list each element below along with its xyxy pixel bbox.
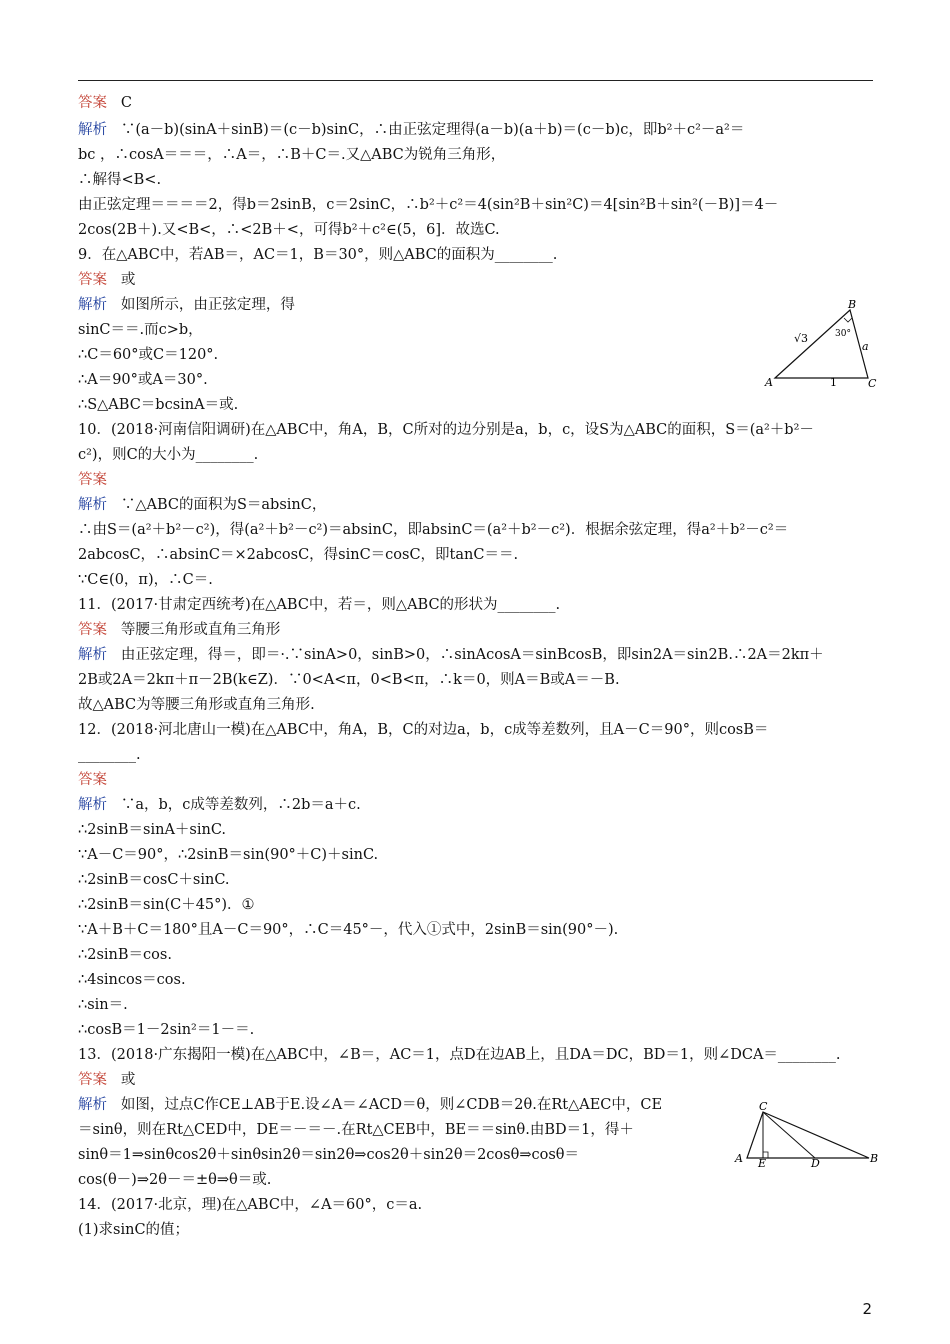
text-line xyxy=(78,1195,422,1215)
line-text: 故△ABC为等腰三角形或直角三角形. xyxy=(78,697,315,713)
text-line xyxy=(78,745,141,765)
text-line xyxy=(78,295,295,315)
text-line xyxy=(78,470,107,490)
line-text: 由正弦定理＝＝＝＝2，得b＝2sinB，c＝2sinC，∴b²＋c²＝4(sin²B＋sin²C)＝4[sin²B＋sin²(－B)]＝4－ xyxy=(78,197,779,213)
text-line xyxy=(78,870,230,890)
line-text: ∴2sinB＝cosC＋sinC. xyxy=(78,872,230,888)
text-line xyxy=(78,720,768,740)
line-text: ∵△ABC的面积为S＝absinC， xyxy=(107,497,327,513)
text-line xyxy=(78,970,186,990)
text-line xyxy=(78,445,258,465)
line-tag: 答案 xyxy=(78,772,107,788)
line-text: 12．(2018·河北唐山一模)在△ABC中，角A，B，C的对边a，b，c成等差数列，且A－C＝90°，则cosB＝ xyxy=(78,722,769,738)
line-text: ________. xyxy=(78,747,141,763)
fig2-label-B: B xyxy=(870,1152,879,1165)
text-line xyxy=(78,645,824,665)
text-line xyxy=(78,995,128,1015)
text-line xyxy=(78,270,135,290)
text-line xyxy=(78,145,505,165)
text-line xyxy=(78,670,620,690)
line-text: cos(θ－)⇒2θ－＝±θ⇒θ＝或. xyxy=(78,1172,272,1188)
triangle-figure-2 xyxy=(733,1100,881,1168)
text-line xyxy=(78,1145,579,1165)
line-text: ∴2sinB＝cos. xyxy=(78,947,172,963)
fig1-label-side-b: 1 xyxy=(830,376,837,389)
text-line xyxy=(78,395,238,415)
line-text: ∵C∈(0，π)，∴C＝. xyxy=(78,572,213,588)
fig1-label-B: B xyxy=(848,298,857,311)
text-line xyxy=(78,895,255,915)
text-line xyxy=(78,1070,135,1090)
line-text: 2B或2A＝2kπ＋π－2B(k∈Z)．∵0<A<π，0<B<π，∴k＝0，则A＝B或A＝－B. xyxy=(78,672,620,688)
text-line xyxy=(78,1220,189,1240)
line-text: c²)，则C的大小为________. xyxy=(78,447,259,463)
text-line xyxy=(78,1045,841,1065)
line-tag: 答案 xyxy=(78,622,107,638)
text-line xyxy=(78,195,778,215)
text-line xyxy=(78,1120,634,1140)
line-text: 14．(2017·北京，理)在△ABC中，∠A＝60°，c＝a. xyxy=(78,1197,423,1213)
text-line xyxy=(78,945,172,965)
text-line xyxy=(78,1020,254,1040)
page-number: 2 xyxy=(862,1300,872,1318)
line-text: 或 xyxy=(107,272,136,288)
line-text: ∴由S＝(a²＋b²－c²)，得(a²＋b²－c²)＝absinC，即absinC＝(a²＋b²－c²)．根据余弦定理，得a²＋b²－c²＝ xyxy=(78,522,789,538)
line-text: ∴4sincos＝cos. xyxy=(78,972,186,988)
text-line xyxy=(78,595,560,615)
line-text: sinC＝＝.而c>b， xyxy=(78,322,203,338)
fig1-label-C: C xyxy=(868,377,877,390)
line-tag: 解析 xyxy=(78,122,107,138)
text-line xyxy=(78,845,378,865)
text-line xyxy=(78,570,213,590)
text-line xyxy=(78,220,500,240)
text-line xyxy=(78,320,203,340)
line-text: ∴2sinB＝sinA＋sinC. xyxy=(78,822,227,838)
text-line xyxy=(78,345,218,365)
line-text: ∴sin＝. xyxy=(78,997,128,1013)
line-text: 如图所示，由正弦定理，得 xyxy=(107,297,295,313)
text-line xyxy=(78,420,814,440)
line-tag: 解析 xyxy=(78,497,107,513)
line-text: 9．在△ABC中，若AB＝，AC＝1，B＝30°，则△ABC的面积为________. xyxy=(78,247,558,263)
line-text: 等腰三角形或直角三角形 xyxy=(107,622,281,638)
line-text: 2abcosC，∴absinC＝×2abcosC，得sinC＝cosC，即tanC＝＝. xyxy=(78,547,519,563)
fig1-label-side-a: a xyxy=(862,340,869,353)
fig1-label-A: A xyxy=(765,376,773,389)
fig2-label-E: E xyxy=(758,1157,767,1168)
line-tag: 解析 xyxy=(78,797,107,813)
line-tag: 解析 xyxy=(78,647,107,663)
fig1-label-angle: 30° xyxy=(835,329,851,339)
text-line xyxy=(78,370,208,390)
text-line xyxy=(78,545,518,565)
line-text: 10．(2018·河南信阳调研)在△ABC中，角A，B，C所对的边分别是a，b，c，设S为△ABC的面积，S＝(a²＋b²－ xyxy=(78,422,814,438)
text-line xyxy=(78,695,315,715)
line-text: ∴解得<B<. xyxy=(78,172,162,188)
fig2-label-A: A xyxy=(735,1152,743,1165)
text-line xyxy=(78,620,280,640)
line-text: ∴A＝90°或A＝30°. xyxy=(78,372,208,388)
line-tag: 答案 xyxy=(78,1072,107,1088)
text-line xyxy=(78,770,107,790)
line-text: ＝sinθ，则在Rt△CED中，DE＝－＝－.在Rt△CEB中，BE＝＝sinθ.由BD＝1，得＋ xyxy=(78,1122,634,1138)
line-text: ∴2sinB＝sin(C＋45°)．① xyxy=(78,897,255,913)
line-text: bc ，∴cosA＝＝＝，∴A＝，∴B＋C＝.又△ABC为锐角三角形， xyxy=(78,147,506,163)
text-line xyxy=(78,495,326,515)
header-rule xyxy=(78,80,873,81)
fig1-label-side-c: √3 xyxy=(794,332,809,345)
line-text: ∵a，b，c成等差数列，∴2b＝a＋c. xyxy=(107,797,361,813)
line-text: ∴C＝60°或C＝120°. xyxy=(78,347,219,363)
text-line xyxy=(78,795,361,815)
text-line xyxy=(78,93,132,113)
line-tag: 答案 xyxy=(78,472,107,488)
text-line xyxy=(78,120,744,140)
line-text: ∵A－C＝90°，∴2sinB＝sin(90°＋C)＋sinC. xyxy=(78,847,379,863)
line-text: 或 xyxy=(107,1072,136,1088)
text-line xyxy=(78,920,618,940)
line-text: ∴cosB＝1－2sin²＝1－＝. xyxy=(78,1022,255,1038)
text-line xyxy=(78,820,226,840)
line-text: C xyxy=(107,95,132,111)
line-text: ∵(a－b)(sinA＋sinB)＝(c－b)sinC，∴由正弦定理得(a－b)(a＋b)＝(c－b)c，即b²＋c²－a²＝ xyxy=(107,122,745,138)
line-tag: 解析 xyxy=(78,297,107,313)
text-line xyxy=(78,1170,271,1190)
line-text: 由正弦定理，得＝，即＝·.∵sinA>0，sinB>0，∴sinAcosA＝sinBcosB，即sin2A＝sin2B.∴2A＝2kπ＋ xyxy=(107,647,824,663)
line-tag: 解析 xyxy=(78,1097,107,1113)
text-line xyxy=(78,520,788,540)
line-text: 11．(2017·甘肃定西统考)在△ABC中，若＝，则△ABC的形状为________. xyxy=(78,597,561,613)
text-line xyxy=(78,1095,662,1115)
line-text: (1)求sinC的值； xyxy=(78,1222,190,1238)
fig2-label-C: C xyxy=(759,1100,768,1113)
line-tag: 答案 xyxy=(78,272,107,288)
line-text: ∵A＋B＋C＝180°且A－C＝90°，∴C＝45°－，代入①式中，2sinB＝sin(90°－). xyxy=(78,922,619,938)
line-text: sinθ＝1⇒sinθcos2θ＋sinθsin2θ＝sin2θ⇒cos2θ＋sin2θ＝2cosθ⇒cosθ＝ xyxy=(78,1147,579,1163)
text-line xyxy=(78,245,557,265)
line-text: 2cos(2B＋).又<B<，∴<2B＋<，可得b²＋c²∈(5，6]．故选C. xyxy=(78,222,500,238)
line-text: 如图，过点C作CE⊥AB于E.设∠A＝∠ACD＝θ，则∠CDB＝2θ.在Rt△AEC中，CE xyxy=(107,1097,663,1113)
line-text: 13．(2018·广东揭阳一模)在△ABC中，∠B＝，AC＝1，点D在边AB上，且DA＝DC，BD＝1，则∠DCA＝________. xyxy=(78,1047,841,1063)
triangle-figure-1 xyxy=(760,298,880,390)
line-text: ∴S△ABC＝bcsinA＝或. xyxy=(78,397,239,413)
text-line xyxy=(78,170,161,190)
fig2-label-D: D xyxy=(811,1157,820,1168)
line-tag: 答案 xyxy=(78,95,107,111)
